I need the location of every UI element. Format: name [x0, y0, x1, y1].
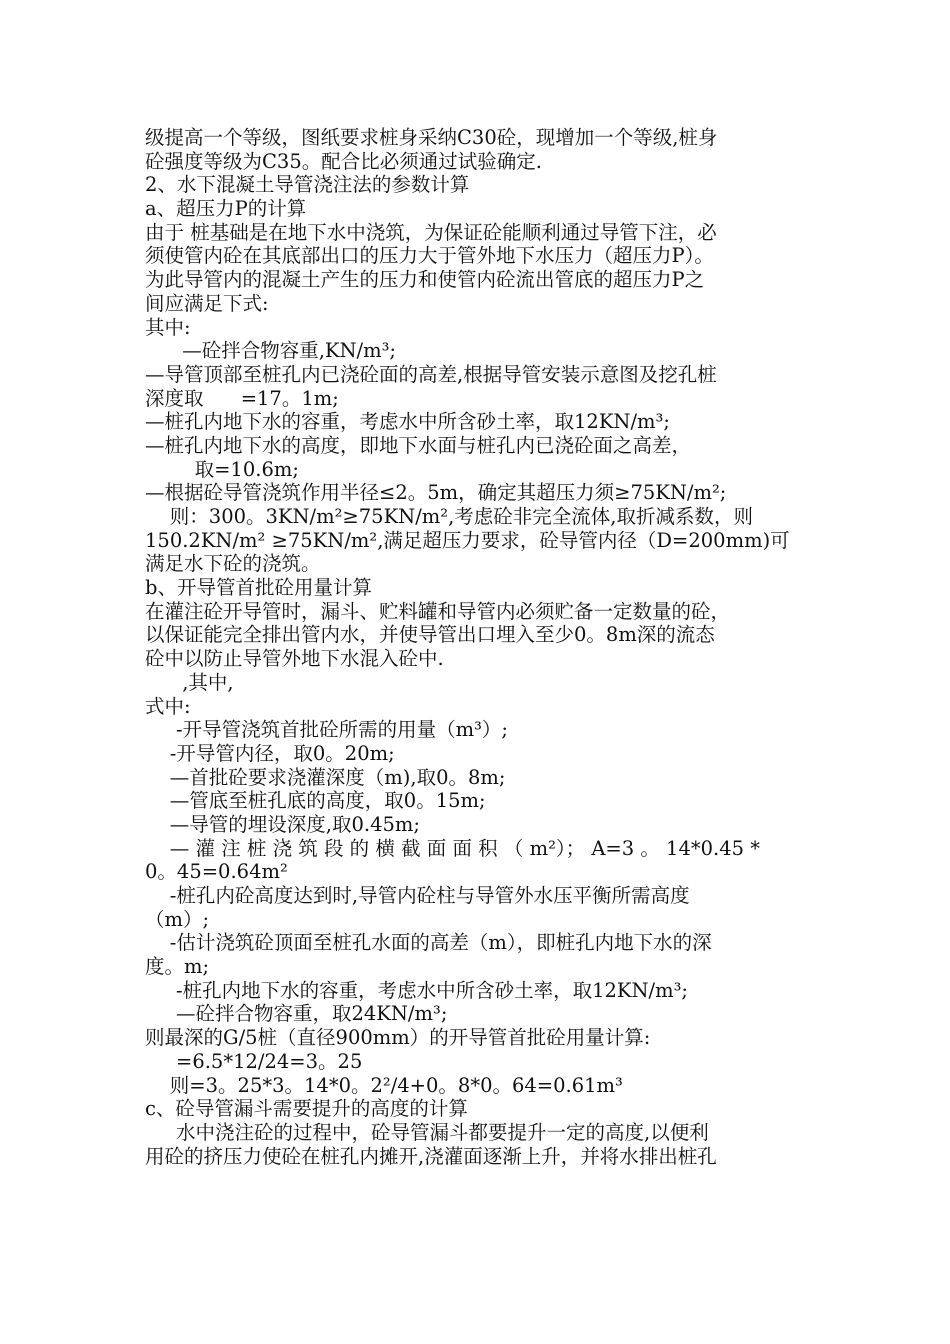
text-line: 砼强度等级为C35。配合比必须通过试验确定. [145, 149, 542, 173]
text-line: 砼中以防止导管外地下水混入砼中. [145, 647, 444, 671]
text-line: （m）; [145, 907, 210, 931]
text-line: —管底至桩孔底的高度，取0。15m; [145, 789, 486, 813]
text-line: 则：300。3KN/m²≥75KN/m²,考虑砼非完全流体,取折减系数，则 [145, 505, 753, 528]
text-line: 水中浇注砼的过程中，砼导管漏斗都要提升一定的高度,以便利 [145, 1120, 709, 1144]
text-line: -桩孔内砼高度达到时,导管内砼柱与导管外水压平衡所需高度 [145, 884, 690, 907]
text-line: 级提高一个等级，图纸要求桩身采纳C30砼，现增加一个等级,桩身 [145, 126, 718, 149]
text-line: ,其中, [145, 670, 234, 694]
text-line: —桩孔内地下水的容重，考虑水中所含砂土率，取12KN/m³; [145, 410, 670, 434]
text-line: -开导管浇筑首批砼所需的用量（m³）; [145, 718, 508, 742]
text-line: —首批砼要求浇灌深度（m),取0。8m; [145, 765, 506, 789]
text-line: 度。m; [145, 955, 210, 979]
text-line: 则最深的G/5桩（直径900mm）的开导管首批砼用量计算: [145, 1026, 651, 1050]
text-line: 则=3。25*3。14*0。2²/4+0。8*0。64=0.61m³ [145, 1073, 623, 1097]
text-line: —导管顶部至桩孔内已浇砼面的高差,根据导管安装示意图及挖孔桩 [145, 362, 717, 386]
text-line: 以保证能完全排出管内水，并使导管出口埋入至少0。8m深的流态 [145, 623, 715, 647]
text-line: 在灌注砼开导管时，漏斗、贮料罐和导管内必须贮备一定数量的砼， [145, 599, 731, 623]
text-line: -桩孔内地下水的容重，考虑水中所含砂土率，取12KN/m³; [145, 978, 688, 1002]
text-line: 150.2KN/m² ≥75KN/m²,满足超压力要求，砼导管内径（D=200mm)可 [145, 528, 790, 552]
text-line: 用砼的挤压力使砼在桩孔内摊开,浇灌面逐渐上升，并将水排出桩孔 [145, 1144, 717, 1168]
text-line: 间应满足下式: [145, 291, 269, 315]
text-line: -开导管内径，取0。20m; [145, 741, 395, 765]
text-line: —桩孔内地下水的高度，即地下水面与桩孔内已浇砼面之高差， [145, 433, 692, 457]
text-line: 式中: [145, 694, 191, 718]
document-page [145, 126, 810, 1168]
text-line: 0。45=0.64m² [145, 860, 288, 884]
text-line: 为此导管内的混凝土产生的压力和使管内砼流出管底的超压力P之 [145, 268, 705, 292]
subsection-heading: a、超压力P的计算 [145, 197, 307, 221]
text-line: 取=10.6m; [145, 457, 299, 481]
text-line: —砼拌合物容重,KN/m³; [145, 339, 396, 363]
text-line: —砼拌合物容重，取24KN/m³; [145, 1002, 448, 1026]
subsection-heading: c、砼导管漏斗需要提升的高度的计算 [145, 1097, 468, 1121]
text-line: =6.5*12/24=3。25 [145, 1049, 363, 1073]
subsection-heading: b、开导管首批砼用量计算 [145, 576, 372, 600]
text-line: 须使管内砼在其底部出口的压力大于管外地下水压力（超压力P）。 [145, 244, 714, 268]
text-line: —导管的埋设深度,取0.45m; [145, 812, 420, 836]
text-line: —根据砼导管浇筑作用半径≤2。5m，确定其超压力须≥75KN/m²; [145, 481, 727, 505]
text-line: 满足水下砼的浇筑。 [145, 552, 321, 576]
text-line: -估计浇筑砼顶面至桩孔水面的高差（m），即桩孔内地下水的深 [145, 931, 712, 955]
text-line: 由于 桩基础是在地下水中浇筑，为保证砼能顺利通过导管下注，必 [145, 220, 717, 244]
text-line: — 灌 注 桩 浇 筑 段 的 横 截 面 面 积 （ m²）； A=3 。 14*0.45 * [145, 836, 760, 860]
section-heading: 2、水下混凝土导管浇注法的参数计算 [145, 173, 470, 197]
text-line: 深度取 =17。1m; [145, 386, 339, 410]
text-line: 其中: [145, 315, 191, 339]
